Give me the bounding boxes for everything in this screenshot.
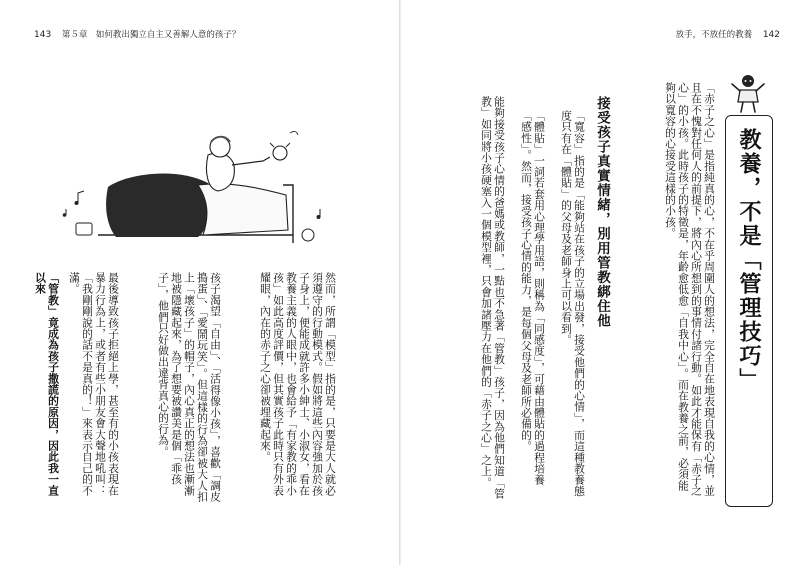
paragraph-2: 「寬容」指的是「能夠站在孩子的立場出發，接受他們的心情」，而這種教養態度只有在「體貼」的父母及老師身上可以看到。 (560, 110, 586, 497)
left-page-header (34, 28, 240, 40)
left-chapter-title: 第５章 如何教出獨立自主又善解人意的孩子？ (61, 30, 241, 40)
chapter-title-banner (725, 115, 773, 507)
right-section-title: 放手，不放任的教養 (675, 30, 753, 40)
left-page-number: 143 (34, 30, 52, 40)
chapter-title: 教養，不是「管理技巧」 (736, 128, 761, 392)
sleeping-man-illustration (58, 125, 338, 255)
paragraph-3: 「體貼」一詞若套用心理學用語，則稱為「同感度」，可藉由體貼的過程培養「感性」。然而，接受孩子心情的能力，是每個父母及老師所必備的。 (520, 110, 546, 486)
child-figure-icon (728, 72, 768, 116)
right-page-number: 142 (762, 30, 780, 40)
paragraph-5: 然而，所謂「模型」指的是，只要是大人就必須遵守的行動模式。假如將這些內容強加於孩子身上，便能成就許多小紳士、小淑女，看在教養主義的人眼中，也會給予「有家教的乖小孩」如此高度評價，但其實孩子此時只有外表耀眼，內在的赤子之心卻被埋藏起來。 (259, 272, 337, 496)
section-subheading: 接受孩子真實情緒，別用管教綁住他 (594, 96, 610, 328)
paragraph-6: 孩子渴望「自由」、「活得像小孩」，喜歡「調皮搗蛋」、「愛鬧玩笑」。但這樣的行為卻被大人扣上「壞孩子」的帽子，內心真正的想法也漸漸地被隱藏起來，為了想要被讚美是個「乖孩子」，他們只好做出違背真心的行為。 (157, 272, 222, 503)
page-gutter (399, 0, 401, 565)
paragraph-7: 最後導致孩子拒絕上學，甚至有的小孩表現在暴力行為上，或者有些小朋友會大聲地吼叫：「我剛剛說的話不是真的！」來表示自己的不滿。 (68, 272, 120, 496)
paragraph-4: 能夠接受孩子心情的爸媽或教師，一點也不急著「管教」孩子，因為他們知道「管教」如同將小孩硬塞入一個模型裡，只會加諸壓力在他們的「赤子之心」之上。 (480, 96, 506, 500)
paragraph-8: 「管教」竟成為孩子撒謊的原因，因此我一直以來 (34, 272, 60, 496)
paragraph-1: 「赤子之心」是指純真的心，不在乎周圍人的想法，完全自在地表現自我的心情，並且在不愧對任何人的前提下，將內心所想到的事情付諸行動。如此才能保有「赤子之心」的小孩。此時孩子的特徵是，年齡愈低愈「自我中心」。而在教養之前，必須能夠以寬容的心接受這樣的小孩。 (664, 82, 716, 497)
right-page-header (676, 28, 780, 40)
